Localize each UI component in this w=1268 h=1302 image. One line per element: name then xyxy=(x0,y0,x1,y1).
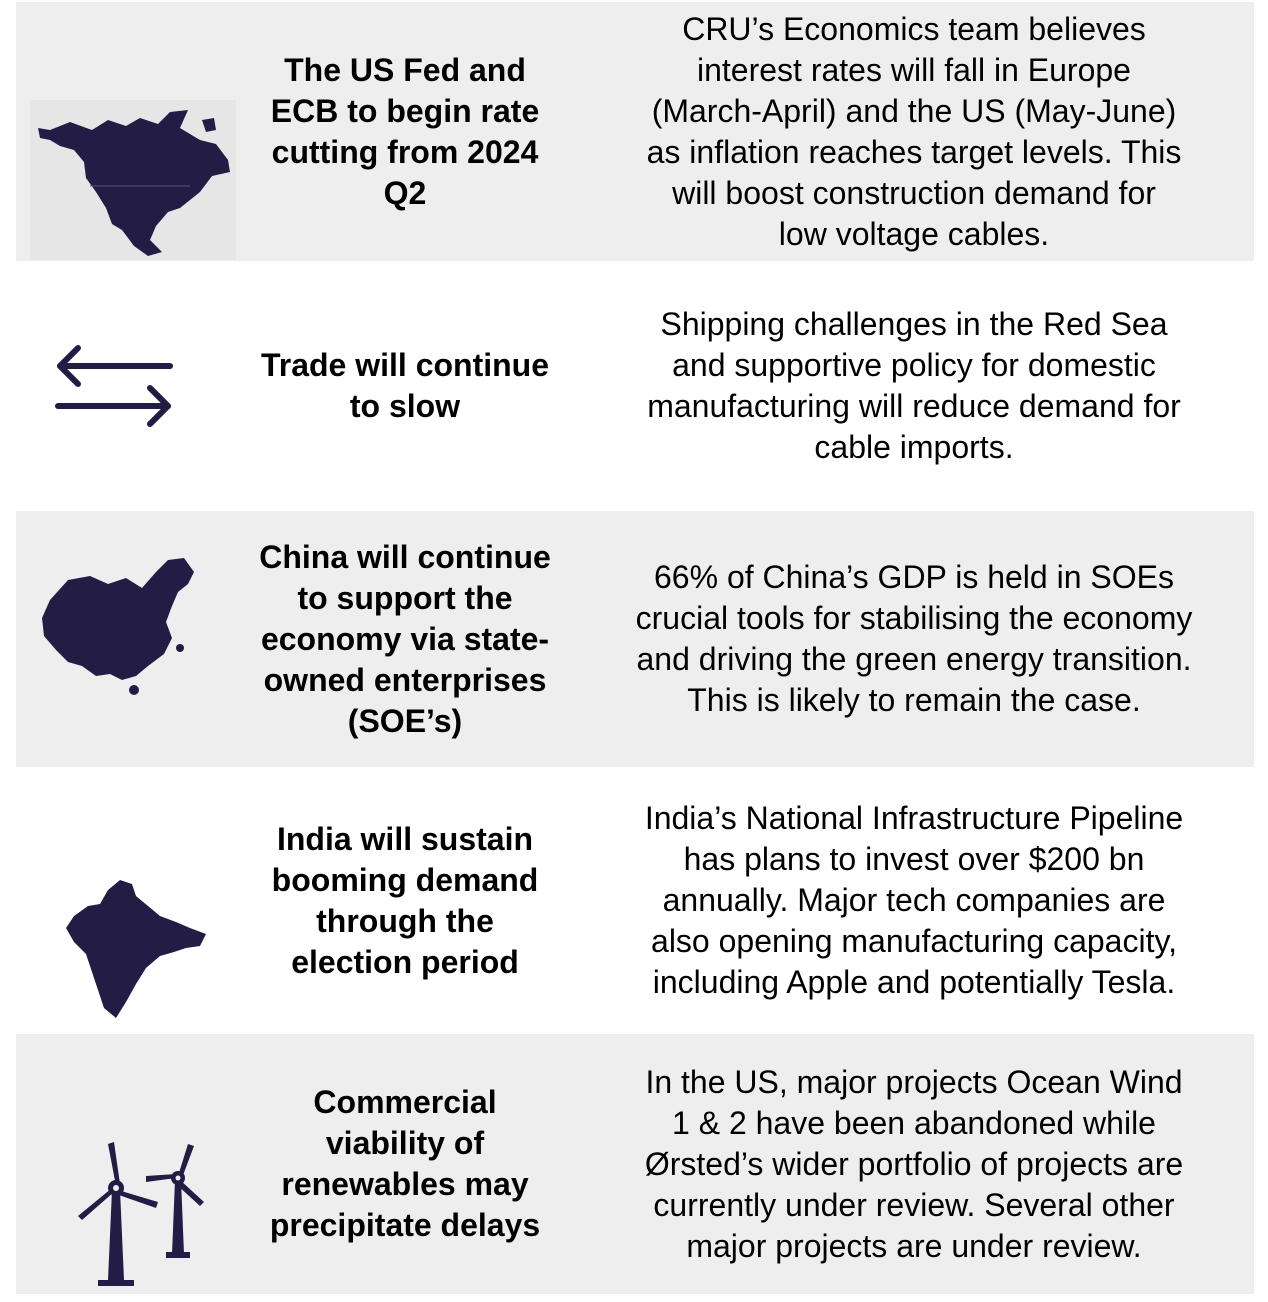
row-description: India’s National Infrastructure Pipeline has plans to invest over $200 bn annually. Major tech companies are also opening manufacturing capacity, including Apple and potentially Tesla. xyxy=(644,800,1184,1000)
trade-arrows-icon xyxy=(50,336,176,436)
row-description: CRU’s Economics team believes interest rates will fall in Europe (March-April) and the US (May-June) as inflation reaches target levels. This will boost construction demand for low voltage cables. xyxy=(646,10,1182,252)
wind-turbines-icon xyxy=(70,1138,210,1290)
north-america-map-icon xyxy=(30,100,236,260)
row-description: Shipping challenges in the Red Sea and supportive policy for domestic manufacturing will reduce demand for cable imports. xyxy=(647,306,1181,465)
row-description: 66% of China’s GDP is held in SOEs crucial tools for stabilising the economy and driving the green energy transition. This is likely to remain the case. xyxy=(635,559,1193,718)
india-map-icon xyxy=(64,876,208,1020)
row-title: India will sustain booming demand through the election period xyxy=(271,820,539,980)
row-title: Commercial viability of renewables may precipitate delays xyxy=(269,1084,541,1243)
row-description: In the US, major projects Ocean Wind 1 & 2 have been abandoned while Ørsted’s wider portfolio of projects are currently under review. Several other major projects are under review. xyxy=(644,1063,1184,1264)
row-title: The US Fed and ECB to begin rate cutting from 2024 Q2 xyxy=(270,51,540,211)
china-map-icon xyxy=(38,550,198,696)
row-title: Trade will continue to slow xyxy=(260,347,550,424)
row-title: China will continue to support the economy via state- owned enterprises (SOE’s) xyxy=(259,538,551,739)
